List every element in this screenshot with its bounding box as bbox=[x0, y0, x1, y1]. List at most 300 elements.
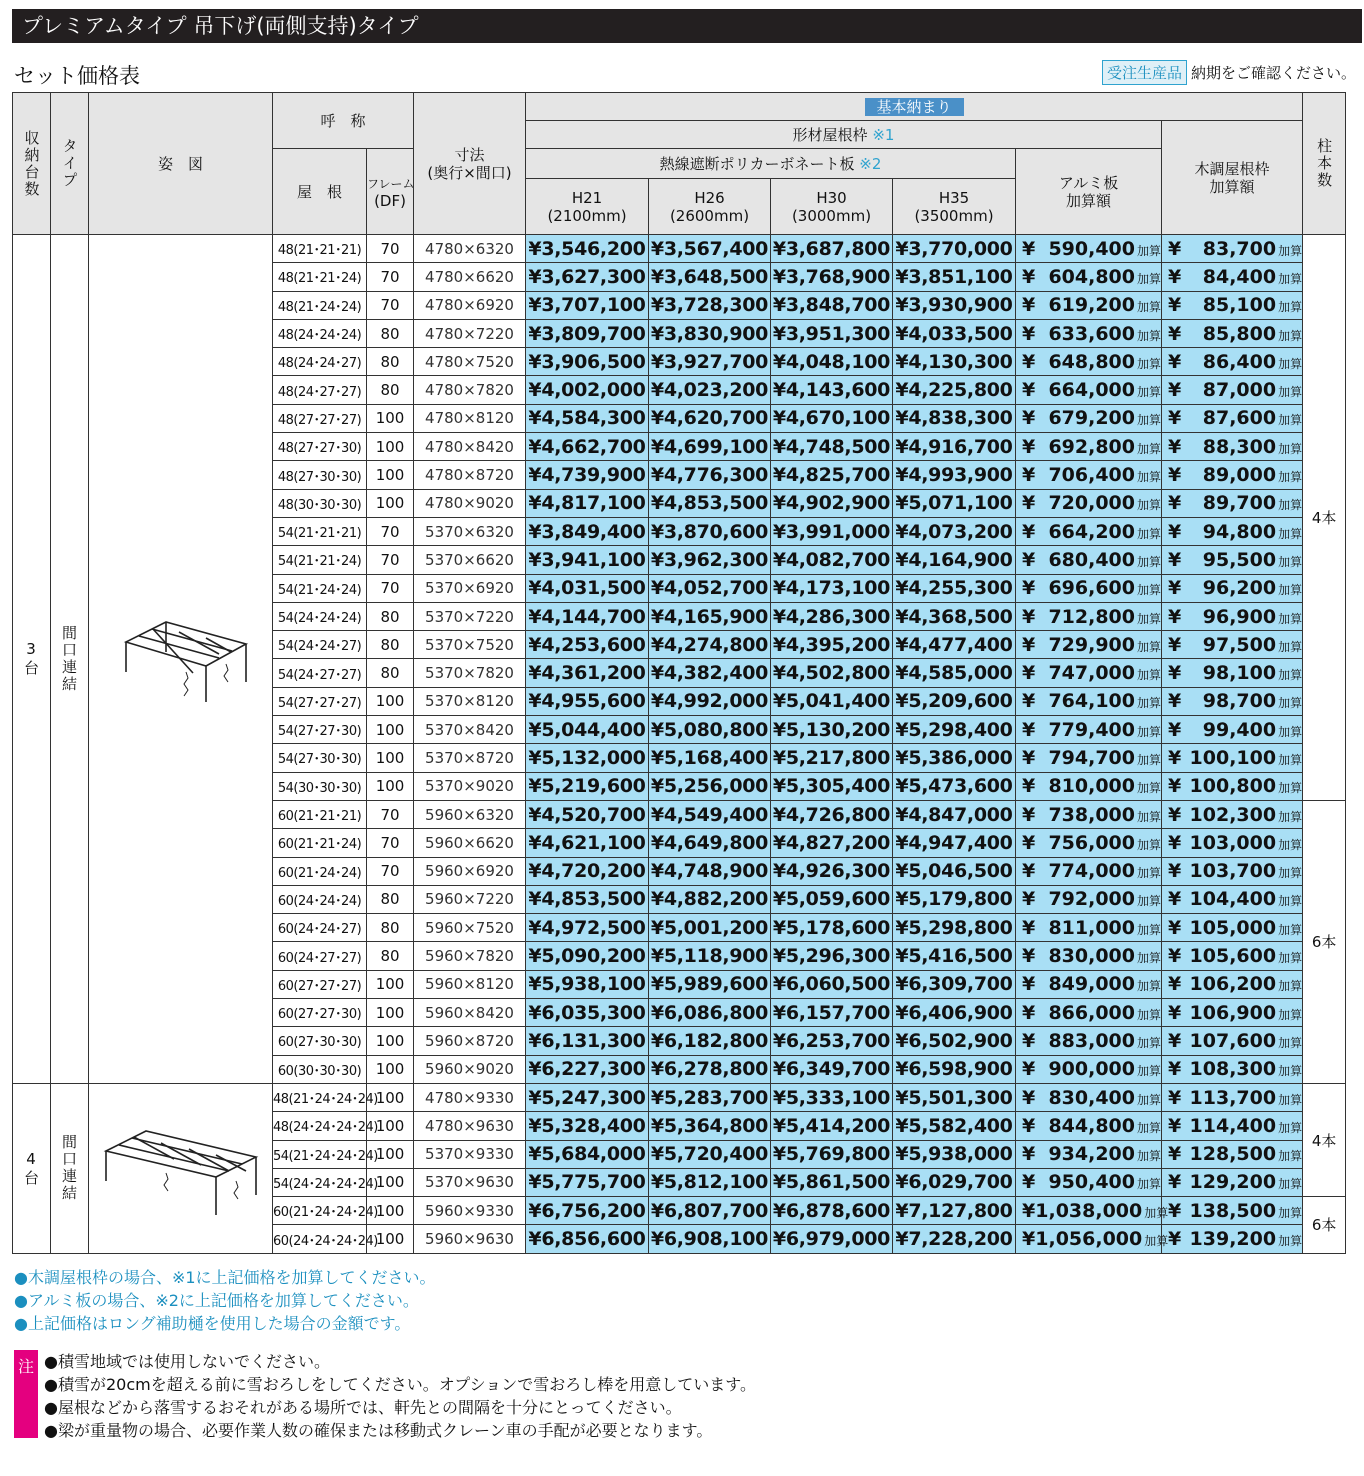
caution-box bbox=[14, 1350, 756, 1442]
add-label: 加算 bbox=[1278, 752, 1303, 767]
price-cell: ¥5,414,200 bbox=[771, 1112, 893, 1140]
add-price-cell bbox=[1016, 659, 1162, 687]
dimension: 4780×9020 bbox=[414, 489, 526, 517]
add-price-cell bbox=[1162, 404, 1303, 432]
yen-sign: ¥ bbox=[1022, 1143, 1036, 1166]
add-label: 加算 bbox=[1137, 668, 1162, 683]
add-label: 加算 bbox=[1137, 1092, 1162, 1107]
add-price-cell bbox=[1162, 1225, 1303, 1253]
yen-sign: ¥ bbox=[1168, 1199, 1182, 1222]
add-label: 加算 bbox=[1278, 809, 1303, 824]
yen-sign: ¥ bbox=[1168, 1086, 1182, 1109]
price-cell: ¥4,853,500 bbox=[649, 489, 771, 517]
price-cell: ¥4,847,000 bbox=[893, 800, 1016, 828]
price-cell: ¥3,728,300 bbox=[649, 291, 771, 319]
add-label: 加算 bbox=[1137, 809, 1162, 824]
model-name: 54(24･24･24･24) bbox=[273, 1168, 367, 1196]
add-price-value: 1,056,000 bbox=[1035, 1228, 1143, 1251]
add-price-cell bbox=[1016, 433, 1162, 461]
add-price-cell bbox=[1016, 235, 1162, 263]
add-price-value: 96,200 bbox=[1202, 577, 1277, 600]
price-cell: ¥5,305,400 bbox=[771, 772, 893, 800]
price-cell: ¥5,501,300 bbox=[893, 1083, 1016, 1111]
add-price-value: 85,800 bbox=[1202, 322, 1277, 345]
add-label: 加算 bbox=[1137, 385, 1162, 400]
add-price-cell bbox=[1016, 800, 1162, 828]
add-price-cell bbox=[1162, 687, 1303, 715]
yen-sign: ¥ bbox=[1022, 1228, 1036, 1251]
price-cell: ¥5,044,400 bbox=[526, 716, 649, 744]
price-cell: ¥4,662,700 bbox=[526, 433, 649, 461]
dimension: 4780×6320 bbox=[414, 235, 526, 263]
add-label: 加算 bbox=[1137, 413, 1162, 428]
frame-df: 100 bbox=[367, 1197, 414, 1225]
yen-sign: ¥ bbox=[1168, 945, 1182, 968]
price-cell: ¥4,748,900 bbox=[649, 857, 771, 885]
caution-item: ●積雪地域では使用しないでください。 bbox=[44, 1352, 330, 1371]
price-cell: ¥6,278,800 bbox=[649, 1055, 771, 1083]
price-cell: ¥4,947,400 bbox=[893, 829, 1016, 857]
price-cell: ¥4,992,000 bbox=[649, 687, 771, 715]
price-cell: ¥6,349,700 bbox=[771, 1055, 893, 1083]
add-label: 加算 bbox=[1137, 1064, 1162, 1079]
price-cell: ¥4,585,000 bbox=[893, 659, 1016, 687]
add-price-value: 792,000 bbox=[1048, 888, 1135, 911]
add-label: 加算 bbox=[1137, 441, 1162, 456]
add-label: 加算 bbox=[1137, 243, 1162, 258]
add-price-value: 96,900 bbox=[1202, 605, 1277, 628]
model-name: 54(27･27･27) bbox=[273, 687, 367, 715]
dimension: 4780×8720 bbox=[414, 461, 526, 489]
yen-sign: ¥ bbox=[1022, 548, 1036, 571]
price-cell: ¥4,699,100 bbox=[649, 433, 771, 461]
add-price-value: 100,800 bbox=[1189, 775, 1277, 798]
add-label: 加算 bbox=[1137, 526, 1162, 541]
price-cell: ¥5,296,300 bbox=[771, 942, 893, 970]
price-cell: ¥7,228,200 bbox=[893, 1225, 1016, 1253]
price-cell: ¥3,770,000 bbox=[893, 235, 1016, 263]
model-name: 54(21･21･24) bbox=[273, 546, 367, 574]
add-label: 加算 bbox=[1278, 498, 1303, 513]
add-price-cell bbox=[1162, 291, 1303, 319]
dimension: 5370×6620 bbox=[414, 546, 526, 574]
price-cell: ¥5,217,800 bbox=[771, 744, 893, 772]
frame-df: 100 bbox=[367, 772, 414, 800]
price-cell: ¥6,029,700 bbox=[893, 1168, 1016, 1196]
add-price-value: 756,000 bbox=[1048, 831, 1135, 854]
add-price-value: 844,800 bbox=[1048, 1114, 1135, 1137]
add-price-cell bbox=[1162, 1027, 1303, 1055]
add-label: 加算 bbox=[1278, 837, 1303, 852]
yen-sign: ¥ bbox=[1168, 520, 1182, 543]
frame-df: 70 bbox=[367, 291, 414, 319]
price-cell: ¥5,283,700 bbox=[649, 1083, 771, 1111]
model-name: 48(21･21･21) bbox=[273, 235, 367, 263]
price-cell: ¥4,549,400 bbox=[649, 800, 771, 828]
caution-item: ●積雪が20cmを超える前に雪おろしをしてください。オプションで雪おろし棒を用意しています。 bbox=[44, 1375, 756, 1394]
add-price-value: 764,100 bbox=[1048, 690, 1135, 713]
add-price-value: 128,500 bbox=[1189, 1143, 1277, 1166]
price-cell: ¥4,776,300 bbox=[649, 461, 771, 489]
price-cell: ¥3,951,300 bbox=[771, 319, 893, 347]
add-price-cell bbox=[1162, 348, 1303, 376]
frame-df: 100 bbox=[367, 1225, 414, 1253]
yen-sign: ¥ bbox=[1168, 492, 1182, 515]
add-label: 加算 bbox=[1278, 979, 1303, 994]
add-price-value: 107,600 bbox=[1189, 1029, 1277, 1052]
price-cell: ¥5,118,900 bbox=[649, 942, 771, 970]
add-price-value: 747,000 bbox=[1048, 662, 1135, 685]
model-name: 60(24･24･24･24) bbox=[273, 1225, 367, 1253]
add-price-value: 811,000 bbox=[1048, 916, 1135, 939]
add-price-cell bbox=[1016, 829, 1162, 857]
add-price-value: 866,000 bbox=[1048, 1001, 1135, 1024]
dimension: 5960×9020 bbox=[414, 1055, 526, 1083]
price-cell: ¥5,989,600 bbox=[649, 970, 771, 998]
add-price-cell bbox=[1016, 1168, 1162, 1196]
frame-df: 100 bbox=[367, 1112, 414, 1140]
add-price-cell bbox=[1162, 602, 1303, 630]
add-price-value: 950,400 bbox=[1048, 1171, 1135, 1194]
yen-sign: ¥ bbox=[1022, 1058, 1036, 1081]
yen-sign: ¥ bbox=[1022, 718, 1036, 741]
yen-sign: ¥ bbox=[1168, 1001, 1182, 1024]
yen-sign: ¥ bbox=[1168, 690, 1182, 713]
header-h30: H30 (3000mm) bbox=[771, 179, 893, 235]
note-item: ●アルミ板の場合、※2に上記価格を加算してください。 bbox=[14, 1291, 419, 1310]
add-label: 加算 bbox=[1278, 1177, 1303, 1192]
price-cell: ¥4,993,900 bbox=[893, 461, 1016, 489]
add-price-value: 679,200 bbox=[1048, 407, 1135, 430]
frame-df: 100 bbox=[367, 744, 414, 772]
add-price-value: 900,000 bbox=[1048, 1058, 1135, 1081]
add-label: 加算 bbox=[1278, 271, 1303, 286]
price-cell: ¥5,720,400 bbox=[649, 1140, 771, 1168]
price-cell: ¥3,991,000 bbox=[771, 517, 893, 545]
price-cell: ¥6,182,800 bbox=[649, 1027, 771, 1055]
price-cell: ¥4,361,200 bbox=[526, 659, 649, 687]
add-price-cell bbox=[1162, 942, 1303, 970]
yen-sign: ¥ bbox=[1168, 803, 1182, 826]
dimension: 5960×9630 bbox=[414, 1225, 526, 1253]
yen-sign: ¥ bbox=[1168, 916, 1182, 939]
table-row bbox=[13, 235, 1346, 263]
page-title: プレミアムタイプ 吊下げ(両側支持)タイプ bbox=[12, 9, 1362, 43]
price-cell: ¥4,916,700 bbox=[893, 433, 1016, 461]
frame-df: 80 bbox=[367, 914, 414, 942]
add-label: 加算 bbox=[1278, 300, 1303, 315]
price-cell: ¥5,178,600 bbox=[771, 914, 893, 942]
price-cell: ¥6,878,600 bbox=[771, 1197, 893, 1225]
price-cell: ¥5,333,100 bbox=[771, 1083, 893, 1111]
price-cell: ¥4,031,500 bbox=[526, 574, 649, 602]
dimension: 4780×9630 bbox=[414, 1112, 526, 1140]
dimension: 5370×8120 bbox=[414, 687, 526, 715]
yen-sign: ¥ bbox=[1168, 605, 1182, 628]
yen-sign: ¥ bbox=[1168, 1228, 1182, 1251]
model-name: 54(24･27･27) bbox=[273, 659, 367, 687]
add-price-cell bbox=[1162, 857, 1303, 885]
add-price-cell bbox=[1162, 1197, 1303, 1225]
price-cell: ¥4,825,700 bbox=[771, 461, 893, 489]
price-cell: ¥5,938,100 bbox=[526, 970, 649, 998]
add-label: 加算 bbox=[1278, 526, 1303, 541]
price-cell: ¥4,902,900 bbox=[771, 489, 893, 517]
made-to-order-badge: 受注生産品 bbox=[1102, 60, 1187, 85]
price-cell: ¥4,882,200 bbox=[649, 885, 771, 913]
yen-sign: ¥ bbox=[1022, 945, 1036, 968]
yen-sign: ¥ bbox=[1022, 237, 1036, 260]
price-cell: ¥5,168,400 bbox=[649, 744, 771, 772]
price-cell: ¥4,955,600 bbox=[526, 687, 649, 715]
add-price-value: 604,800 bbox=[1048, 265, 1135, 288]
price-cell: ¥3,768,900 bbox=[771, 263, 893, 291]
header-basic: 基本納まり bbox=[526, 93, 1303, 121]
yen-sign: ¥ bbox=[1022, 265, 1036, 288]
add-price-cell bbox=[1162, 914, 1303, 942]
add-price-cell bbox=[1162, 235, 1303, 263]
frame-df: 100 bbox=[367, 687, 414, 715]
yen-sign: ¥ bbox=[1168, 265, 1182, 288]
add-label: 加算 bbox=[1137, 866, 1162, 881]
yen-sign: ¥ bbox=[1168, 633, 1182, 656]
yen-sign: ¥ bbox=[1022, 407, 1036, 430]
model-name: 48(21･24･24) bbox=[273, 291, 367, 319]
header-h21: H21 (2100mm) bbox=[526, 179, 649, 235]
price-cell: ¥6,502,900 bbox=[893, 1027, 1016, 1055]
add-label: 加算 bbox=[1278, 1120, 1303, 1135]
add-price-cell bbox=[1162, 659, 1303, 687]
yen-sign: ¥ bbox=[1168, 775, 1182, 798]
add-price-value: 934,200 bbox=[1048, 1143, 1135, 1166]
price-cell: ¥3,830,900 bbox=[649, 319, 771, 347]
frame-df: 100 bbox=[367, 461, 414, 489]
yen-sign: ¥ bbox=[1168, 237, 1182, 260]
yen-sign: ¥ bbox=[1022, 520, 1036, 543]
dimension: 5960×7520 bbox=[414, 914, 526, 942]
yen-sign: ¥ bbox=[1022, 916, 1036, 939]
add-label: 加算 bbox=[1278, 243, 1303, 258]
price-cell: ¥5,328,400 bbox=[526, 1112, 649, 1140]
price-cell: ¥4,382,400 bbox=[649, 659, 771, 687]
add-label: 加算 bbox=[1278, 668, 1303, 683]
yen-sign: ¥ bbox=[1168, 662, 1182, 685]
price-cell: ¥3,567,400 bbox=[649, 235, 771, 263]
yen-sign: ¥ bbox=[1168, 1058, 1182, 1081]
price-cell: ¥4,520,700 bbox=[526, 800, 649, 828]
add-price-cell bbox=[1162, 461, 1303, 489]
add-price-value: 590,400 bbox=[1048, 237, 1135, 260]
frame-df: 80 bbox=[367, 631, 414, 659]
price-cell: ¥4,827,200 bbox=[771, 829, 893, 857]
add-label: 加算 bbox=[1137, 922, 1162, 937]
frame-df: 70 bbox=[367, 800, 414, 828]
add-price-value: 83,700 bbox=[1202, 237, 1277, 260]
price-cell: ¥5,769,800 bbox=[771, 1140, 893, 1168]
price-cell: ¥5,130,200 bbox=[771, 716, 893, 744]
dimension: 5370×9630 bbox=[414, 1168, 526, 1196]
add-price-cell bbox=[1016, 1083, 1162, 1111]
add-label: 加算 bbox=[1137, 724, 1162, 739]
yen-sign: ¥ bbox=[1168, 548, 1182, 571]
add-label: 加算 bbox=[1137, 300, 1162, 315]
add-price-cell bbox=[1016, 1027, 1162, 1055]
table-title: セット価格表 bbox=[14, 64, 140, 88]
add-price-cell bbox=[1016, 517, 1162, 545]
model-name: 60(21･21･24) bbox=[273, 829, 367, 857]
yen-sign: ¥ bbox=[1022, 1001, 1036, 1024]
add-label: 加算 bbox=[1278, 1064, 1303, 1079]
add-price-cell bbox=[1016, 744, 1162, 772]
pillar-count: 4本 bbox=[1303, 235, 1346, 801]
dimension: 5370×9330 bbox=[414, 1140, 526, 1168]
caution-item: ●梁が重量物の場合、必要作業人数の確保または移動式クレーン車の手配が必要となります。 bbox=[44, 1421, 713, 1440]
price-cell: ¥4,274,800 bbox=[649, 631, 771, 659]
dimension: 5370×7820 bbox=[414, 659, 526, 687]
add-label: 加算 bbox=[1137, 1007, 1162, 1022]
add-price-cell bbox=[1016, 1225, 1169, 1253]
price-cell: ¥4,502,800 bbox=[771, 659, 893, 687]
header-name: 呼 称 bbox=[273, 93, 414, 149]
price-cell: ¥5,247,300 bbox=[526, 1083, 649, 1111]
frame-df: 100 bbox=[367, 1083, 414, 1111]
caution-item: ●屋根などから落雪するおそれがある場所では、軒先との間隔を十分にとってください。 bbox=[44, 1398, 682, 1417]
add-price-cell bbox=[1016, 942, 1162, 970]
add-label: 加算 bbox=[1278, 951, 1303, 966]
add-price-value: 680,400 bbox=[1048, 548, 1135, 571]
price-cell: ¥4,052,700 bbox=[649, 574, 771, 602]
frame-df: 70 bbox=[367, 574, 414, 602]
dimension: 5370×6320 bbox=[414, 517, 526, 545]
price-cell: ¥4,144,700 bbox=[526, 602, 649, 630]
note-item: ●上記価格はロング補助樋を使用した場合の金額です。 bbox=[14, 1314, 411, 1333]
add-label: 加算 bbox=[1137, 1035, 1162, 1050]
add-price-value: 95,500 bbox=[1202, 548, 1277, 571]
add-label: 加算 bbox=[1137, 781, 1162, 796]
add-price-value: 720,000 bbox=[1048, 492, 1135, 515]
price-cell: ¥6,807,700 bbox=[649, 1197, 771, 1225]
frame-df: 80 bbox=[367, 885, 414, 913]
add-price-value: 138,500 bbox=[1189, 1199, 1277, 1222]
header-h26: H26 (2600mm) bbox=[649, 179, 771, 235]
price-cell: ¥3,927,700 bbox=[649, 348, 771, 376]
add-label: 加算 bbox=[1278, 1234, 1303, 1249]
add-price-value: 129,200 bbox=[1189, 1171, 1277, 1194]
dimension: 4780×8120 bbox=[414, 404, 526, 432]
yen-sign: ¥ bbox=[1168, 746, 1182, 769]
carport-4-figure bbox=[96, 1111, 266, 1221]
add-price-cell bbox=[1162, 829, 1303, 857]
frame-df: 80 bbox=[367, 319, 414, 347]
price-cell: ¥5,386,000 bbox=[893, 744, 1016, 772]
yen-sign: ¥ bbox=[1168, 718, 1182, 741]
add-price-cell bbox=[1016, 404, 1162, 432]
price-cell: ¥4,621,100 bbox=[526, 829, 649, 857]
add-price-value: 114,400 bbox=[1189, 1114, 1277, 1137]
price-cell: ¥5,582,400 bbox=[893, 1112, 1016, 1140]
model-name: 60(24･24･27) bbox=[273, 914, 367, 942]
add-price-value: 98,700 bbox=[1202, 690, 1277, 713]
dimension: 5960×8720 bbox=[414, 1027, 526, 1055]
price-cell: ¥5,071,100 bbox=[893, 489, 1016, 517]
add-price-value: 794,700 bbox=[1048, 746, 1135, 769]
price-cell: ¥4,972,500 bbox=[526, 914, 649, 942]
yen-sign: ¥ bbox=[1022, 633, 1036, 656]
yen-sign: ¥ bbox=[1022, 435, 1036, 458]
yen-sign: ¥ bbox=[1022, 322, 1036, 345]
frame-df: 100 bbox=[367, 433, 414, 461]
add-price-cell bbox=[1162, 574, 1303, 602]
add-price-cell bbox=[1162, 999, 1303, 1027]
order-notice bbox=[1102, 60, 1356, 85]
yen-sign: ¥ bbox=[1022, 746, 1036, 769]
price-cell: ¥5,256,000 bbox=[649, 772, 771, 800]
add-label: 加算 bbox=[1137, 979, 1162, 994]
add-price-value: 84,400 bbox=[1202, 265, 1277, 288]
add-price-cell bbox=[1162, 1140, 1303, 1168]
frame-df: 100 bbox=[367, 489, 414, 517]
price-cell: ¥5,001,200 bbox=[649, 914, 771, 942]
add-price-value: 830,000 bbox=[1048, 945, 1135, 968]
model-name: 48(24･24･27) bbox=[273, 348, 367, 376]
add-price-cell bbox=[1016, 1112, 1162, 1140]
model-name: 54(27･27･30) bbox=[273, 716, 367, 744]
yen-sign: ¥ bbox=[1168, 831, 1182, 854]
add-price-value: 774,000 bbox=[1048, 860, 1135, 883]
add-price-value: 706,400 bbox=[1048, 464, 1135, 487]
model-name: 54(24･24･27) bbox=[273, 631, 367, 659]
price-cell: ¥6,035,300 bbox=[526, 999, 649, 1027]
frame-df: 100 bbox=[367, 999, 414, 1027]
add-label: 加算 bbox=[1278, 611, 1303, 626]
add-price-cell bbox=[1016, 999, 1162, 1027]
add-price-cell bbox=[1016, 631, 1162, 659]
price-cell: ¥5,938,000 bbox=[893, 1140, 1016, 1168]
add-price-cell bbox=[1016, 291, 1162, 319]
add-price-cell bbox=[1162, 546, 1303, 574]
dimension: 4780×6920 bbox=[414, 291, 526, 319]
add-label: 加算 bbox=[1278, 385, 1303, 400]
price-cell: ¥4,143,600 bbox=[771, 376, 893, 404]
add-price-cell bbox=[1016, 376, 1162, 404]
add-label: 加算 bbox=[1278, 583, 1303, 598]
price-cell: ¥5,861,500 bbox=[771, 1168, 893, 1196]
add-price-value: 692,800 bbox=[1048, 435, 1135, 458]
yen-sign: ¥ bbox=[1168, 860, 1182, 883]
add-price-cell bbox=[1162, 433, 1303, 461]
yen-sign: ¥ bbox=[1168, 350, 1182, 373]
add-price-value: 85,100 bbox=[1202, 294, 1277, 317]
yen-sign: ¥ bbox=[1022, 662, 1036, 685]
add-label: 加算 bbox=[1137, 894, 1162, 909]
model-name: 60(21･24･24･24) bbox=[273, 1197, 367, 1225]
dimension: 5370×6920 bbox=[414, 574, 526, 602]
yen-sign: ¥ bbox=[1022, 775, 1036, 798]
dimension: 5960×8420 bbox=[414, 999, 526, 1027]
add-label: 加算 bbox=[1278, 696, 1303, 711]
frame-df: 70 bbox=[367, 517, 414, 545]
yen-sign: ¥ bbox=[1168, 577, 1182, 600]
add-price-cell bbox=[1016, 970, 1162, 998]
price-cell: ¥6,406,900 bbox=[893, 999, 1016, 1027]
price-cell: ¥5,298,800 bbox=[893, 914, 1016, 942]
add-price-value: 89,000 bbox=[1202, 464, 1277, 487]
model-name: 60(24･24･24) bbox=[273, 885, 367, 913]
header-aluminum: アルミ板 加算額 bbox=[1016, 149, 1162, 235]
yen-sign: ¥ bbox=[1022, 379, 1036, 402]
add-label: 加算 bbox=[1278, 894, 1303, 909]
add-price-cell bbox=[1016, 857, 1162, 885]
